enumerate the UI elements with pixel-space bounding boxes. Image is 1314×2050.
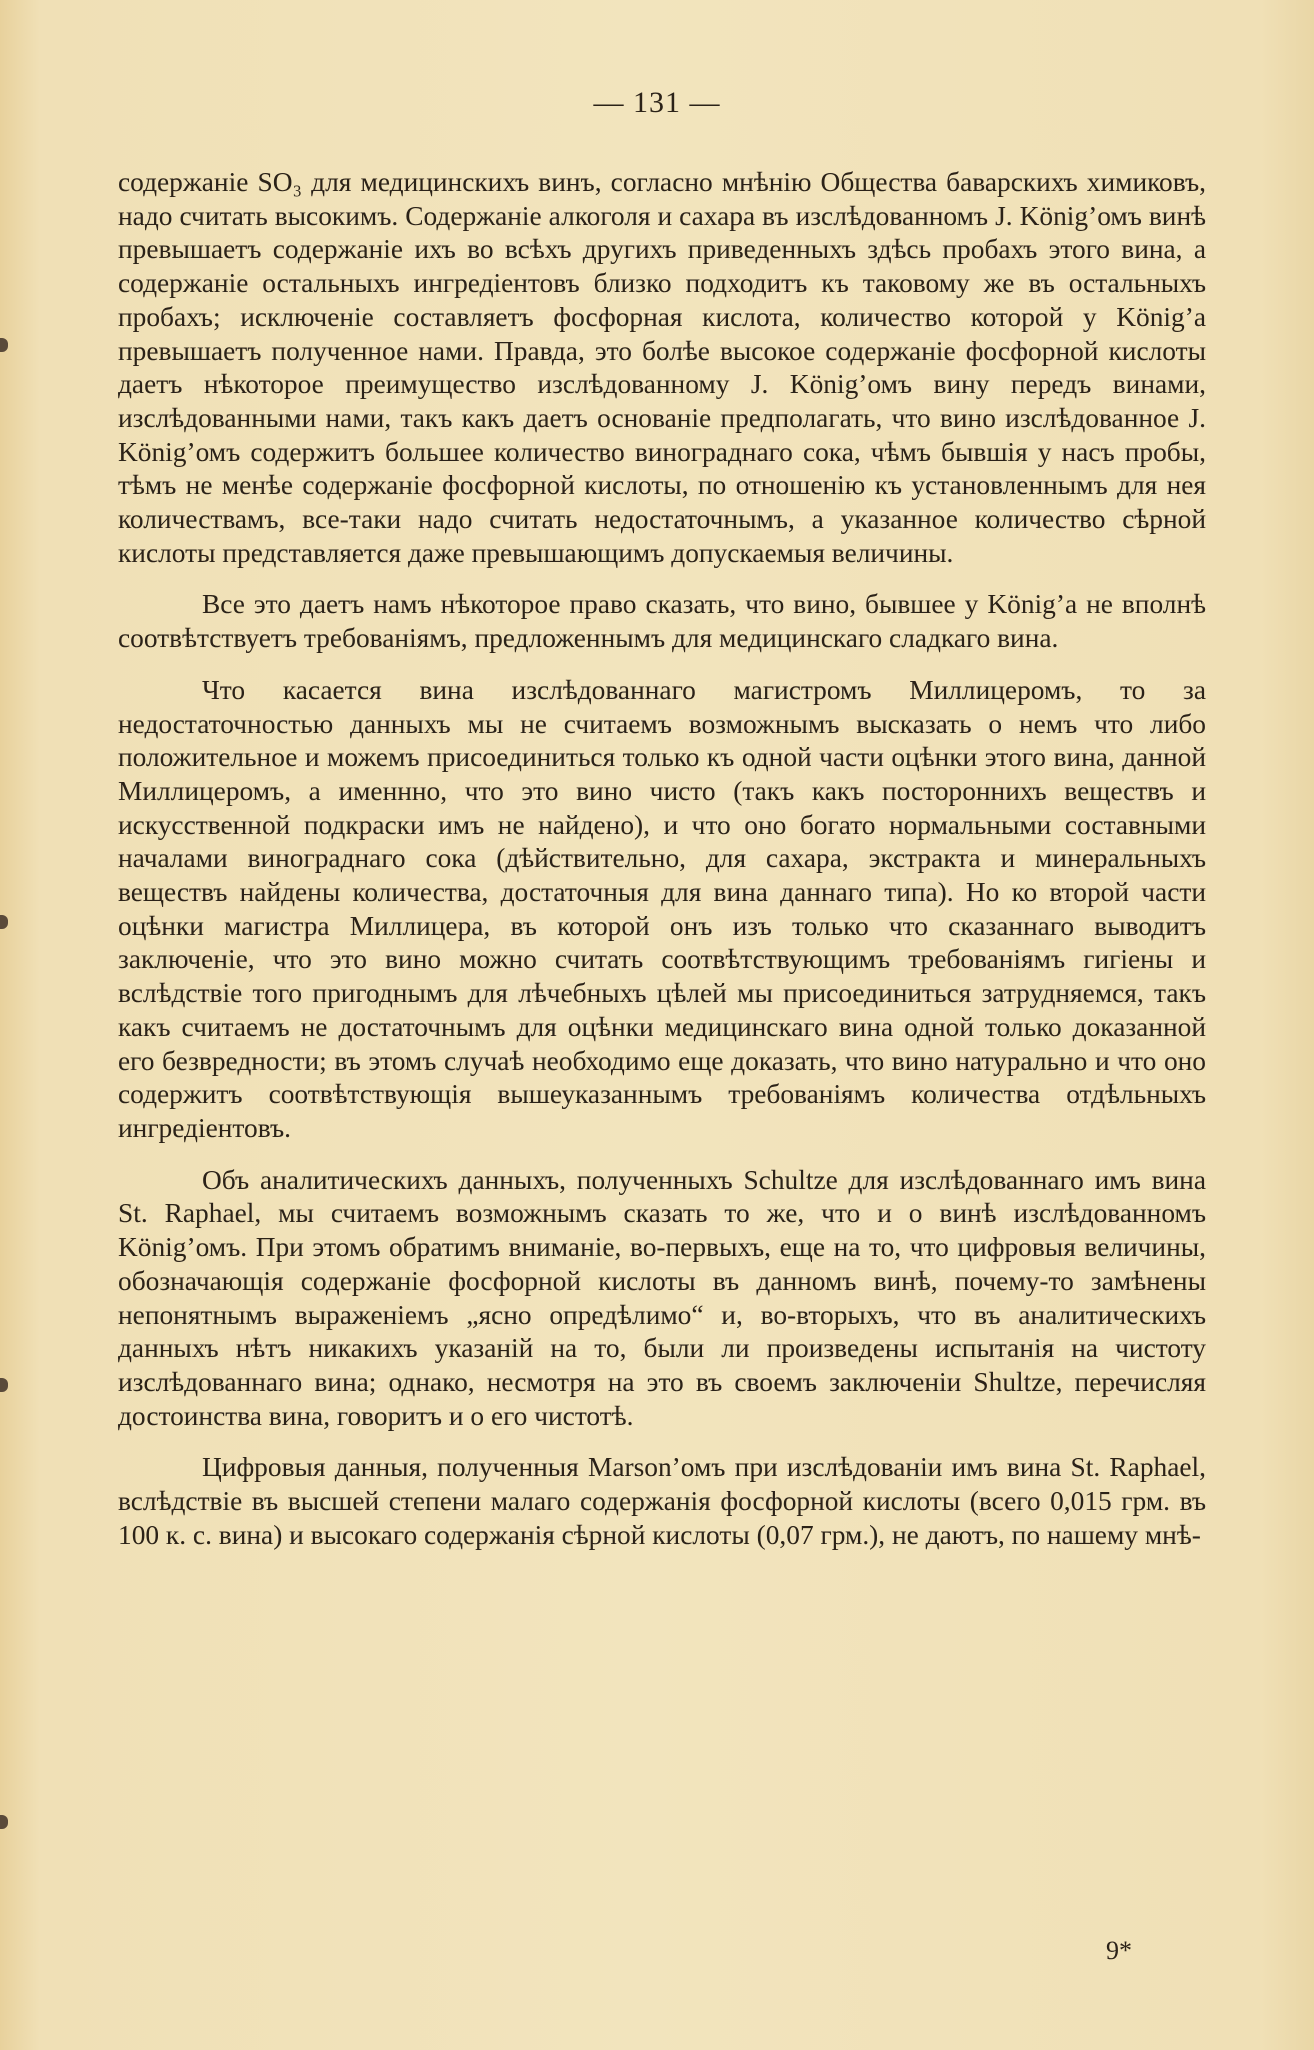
paragraph: содержанiе SO₃ для медицинскихъ винъ, согласно мнѣнiю Общества баварскихъ химиковъ, надо считать высокимъ. Содержанiе алкоголя и сахара въ изслѣдованномъ J. König’омъ винѣ превышаетъ содержанiе ихъ во всѣхъ другихъ приведенныхъ здѣсь пробахъ этого вина, а содержанiе остальныхъ ингредiентовъ близко подходитъ къ таковому же въ остальныхъ пробахъ; исключенiе составляетъ фосфорная кислота, количество которой у König’а превышаетъ полученное нами. Правда, это болѣе высокое содержанiе фосфорной кислоты даетъ нѣкоторое преимущество изслѣдованному J. König’омъ вину передъ винами, изслѣдованными нами, такъ какъ даетъ основанiе предполагать, что вино изслѣдованное J. König’омъ содержитъ большее количество винограднаго сока, чѣмъ бывшiя у насъ пробы, тѣмъ не менѣе содержанiе фосфорной кислоты, по отношенiю къ установленнымъ для нея количествамъ, все-таки надо считать недостаточнымъ, а указанное количество сѣрной кислоты представляется даже превышающимъ допускаемыя величины. [118, 167, 1206, 568]
binding-mark [0, 915, 8, 929]
signature-mark: 9* [1106, 1936, 1132, 1965]
paragraph: Все это даетъ намъ нѣкоторое право сказать, что вино, бывшее у König’а не вполнѣ соотвѣтствуетъ требованiямъ, предложеннымъ для медицинскаго сладкаго вина. [118, 589, 1206, 654]
paragraph: Цифровыя данныя, полученныя Marson’омъ при изслѣдованiи имъ вина St. Raphael, вслѣдствiе въ высшей степени малаго содержанiя фосфорной кислоты (всего 0,015 грм. въ 100 к. с. вина) и высокаго содержанiя сѣрной кислоты (0,07 грм.), не даютъ, по нашему мнѣ- [118, 1452, 1206, 1550]
paragraph: Что касается вина изслѣдованнаго магистромъ Миллицеромъ, то за недостаточностью данныхъ мы не считаемъ возможнымъ высказать о немъ что либо положительное и можемъ присоединиться только къ одной части оцѣнки этого вина, данной Миллицеромъ, а именнно, что это вино чисто (такъ какъ постороннихъ веществъ и искусственной подкраски имъ не найдено), и что оно богато нормальными составными началами винограднаго сока (дѣйствительно, для сахара, экстракта и минеральныхъ веществъ найдены количества, достаточныя для вина даннаго типа). Но ко второй части оцѣнки магистра Миллицера, въ которой онъ изъ только что сказаннаго выводитъ заключенiе, что это вино можно считать соотвѣтствующимъ требованiямъ гигiены и вслѣдствiе того пригоднымъ для лѣчебныхъ цѣлей мы присоединиться затрудняемся, такъ какъ считаемъ не достаточнымъ для оцѣнки медицинскаго вина одной только доказанной его безвредности; въ этомъ случаѣ необходимо еще доказать, что вино натурально и что оно содержитъ соотвѣтствующiя вышеуказаннымъ требованiямъ количества отдѣльныхъ ингредiентовъ. [118, 674, 1206, 1143]
binding-mark [0, 1815, 8, 1829]
paragraph: Объ аналитическихъ данныхъ, полученныхъ Schultze для изслѣдованнаго имъ вина St. Raphael, мы считаемъ возможнымъ сказать то же, что и о винѣ изслѣдованномъ König’омъ. При этомъ обратимъ вниманiе, во-первыхъ, еще на то, что цифровыя величины, обозначающiя содержанiе фосфорной кислоты въ данномъ винѣ, почему-то замѣнены непонятнымъ выраженiемъ „ясно опредѣлимо“ и, во-вторыхъ, что въ аналитическихъ данныхъ нѣтъ никакихъ указанiй на то, были ли произведены испытанiя на чистоту изслѣдованнаго вина; однако, несмотря на это въ своемъ заключенiи Shultze, перечисляя достоинства вина, говоритъ и о его чистотѣ. [118, 1164, 1206, 1431]
binding-mark [0, 1378, 8, 1392]
binding-mark [0, 338, 8, 352]
body-text [118, 166, 1206, 1552]
page-number: — 131 — [593, 86, 721, 119]
